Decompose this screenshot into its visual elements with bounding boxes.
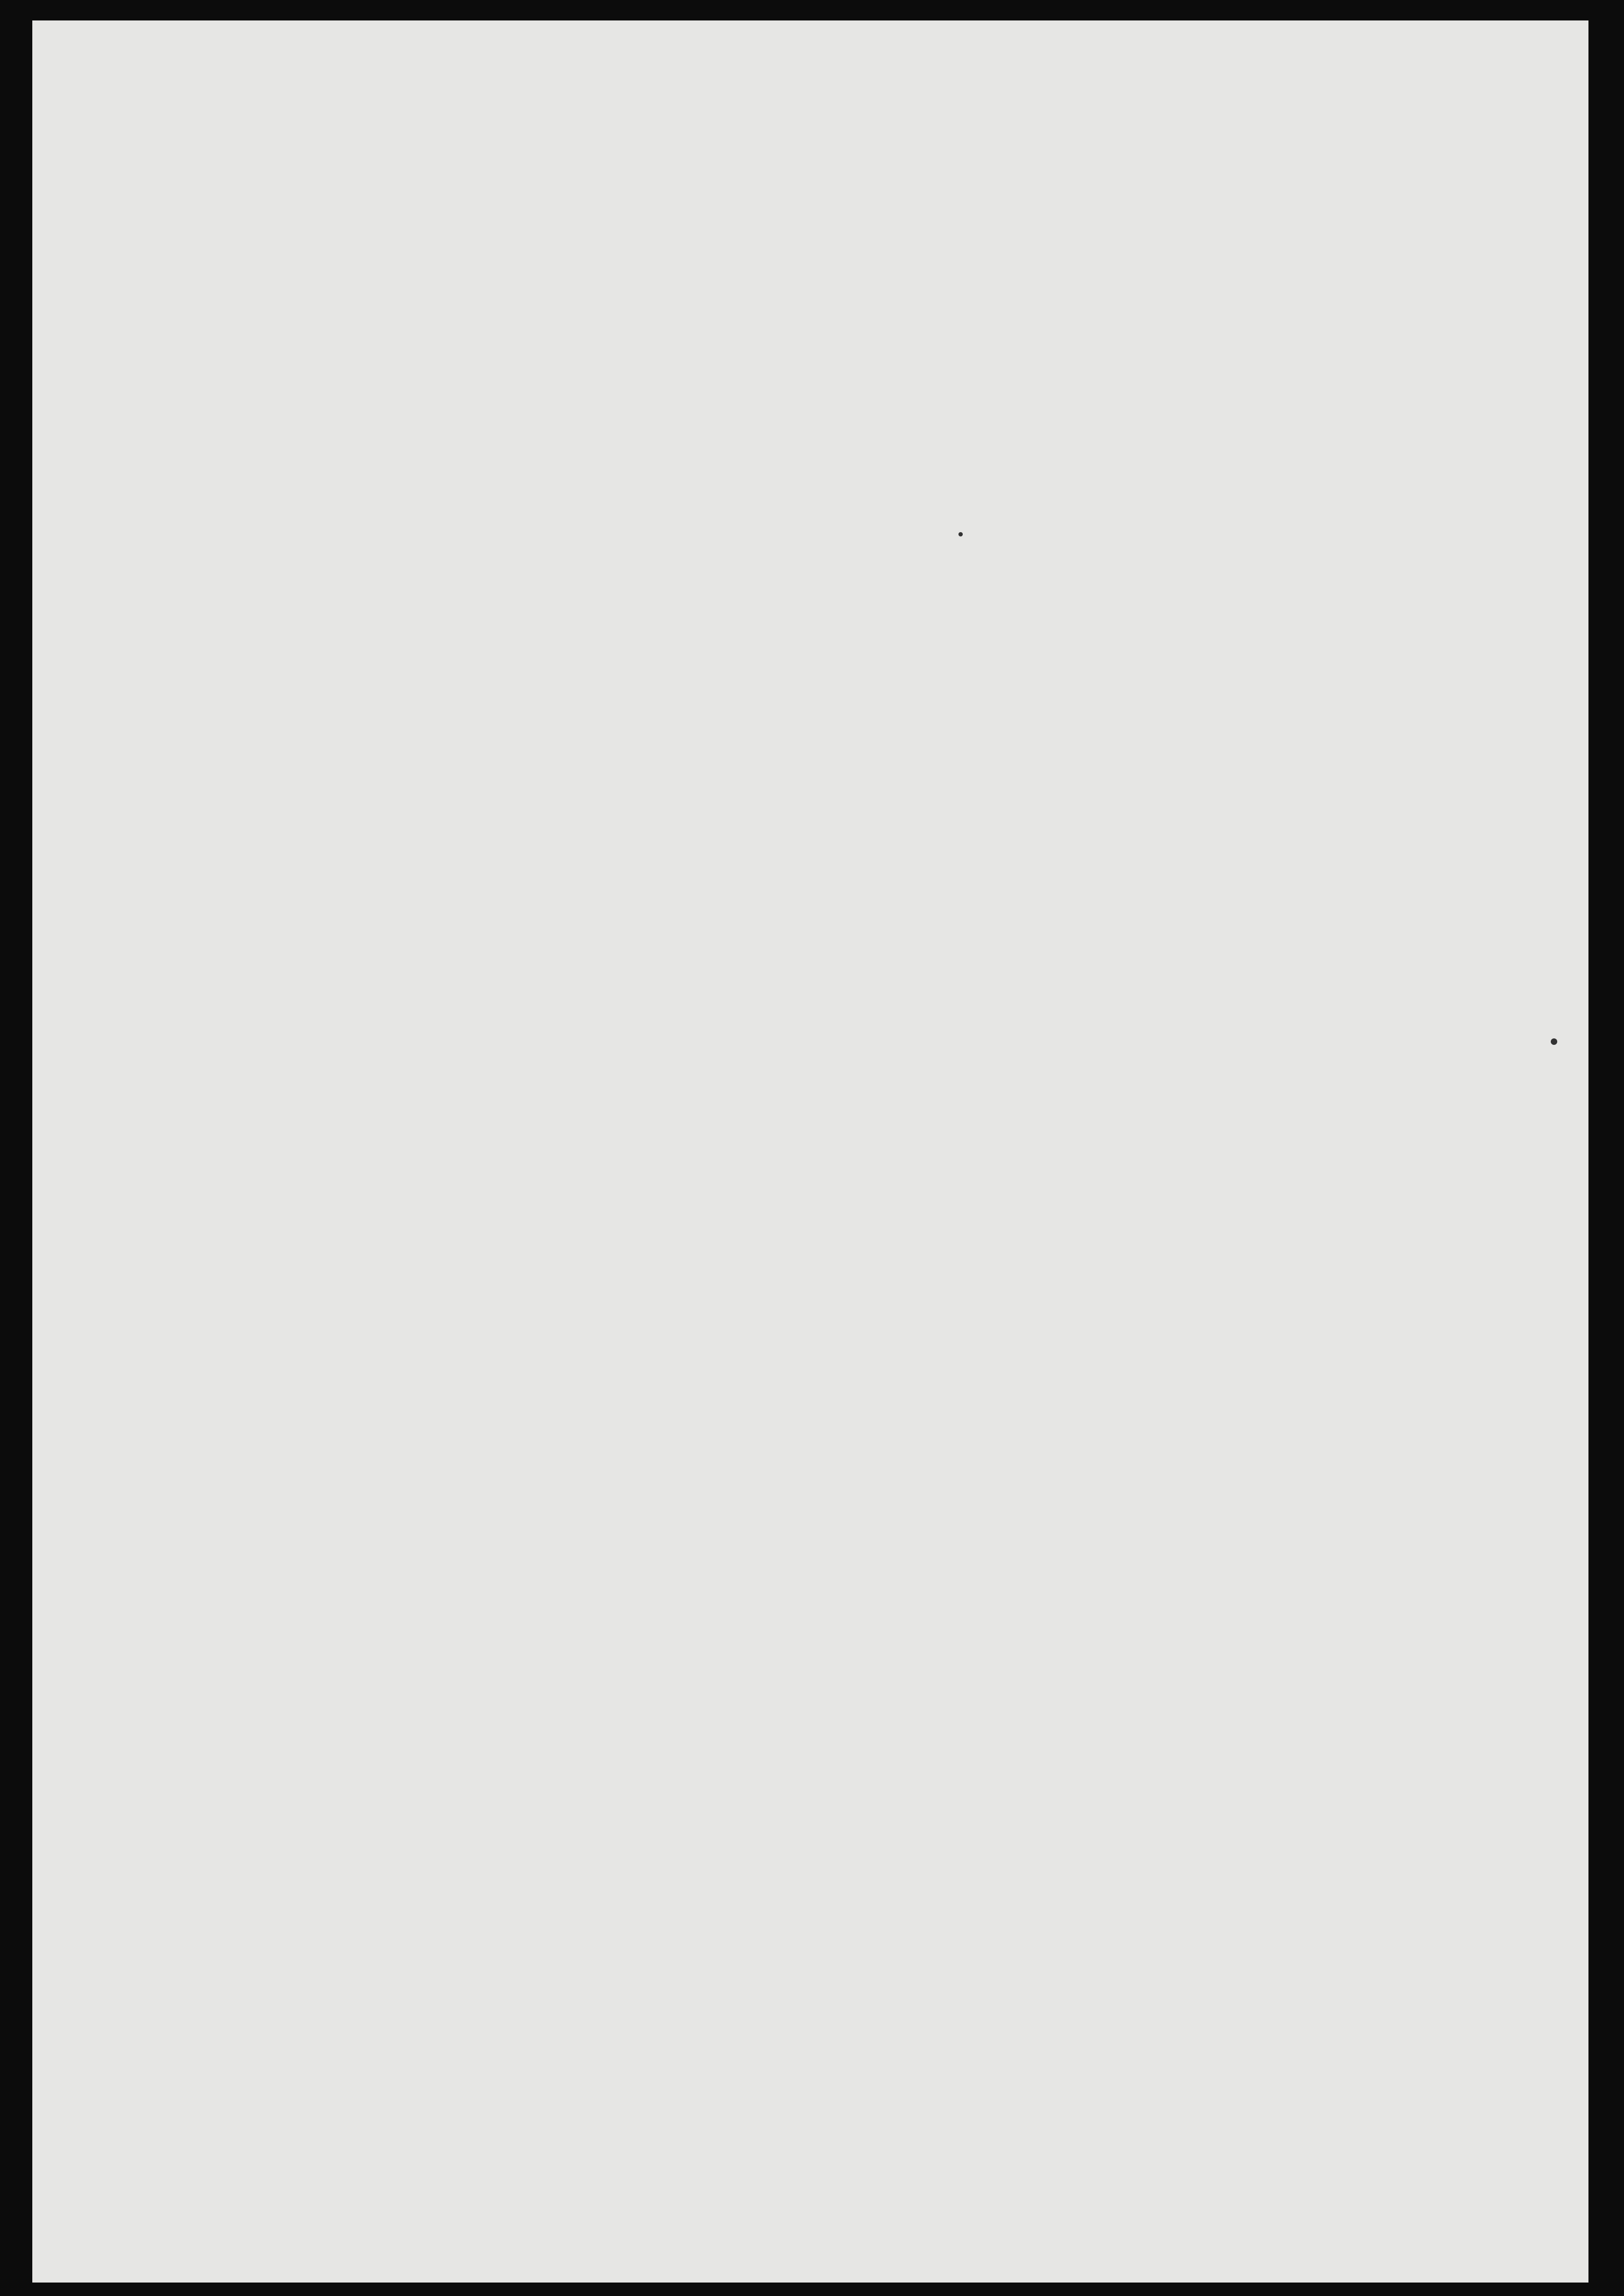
letter-signature-block [140, 505, 1432, 688]
print-speck [1551, 1038, 1557, 1045]
book-page [32, 20, 1588, 2283]
